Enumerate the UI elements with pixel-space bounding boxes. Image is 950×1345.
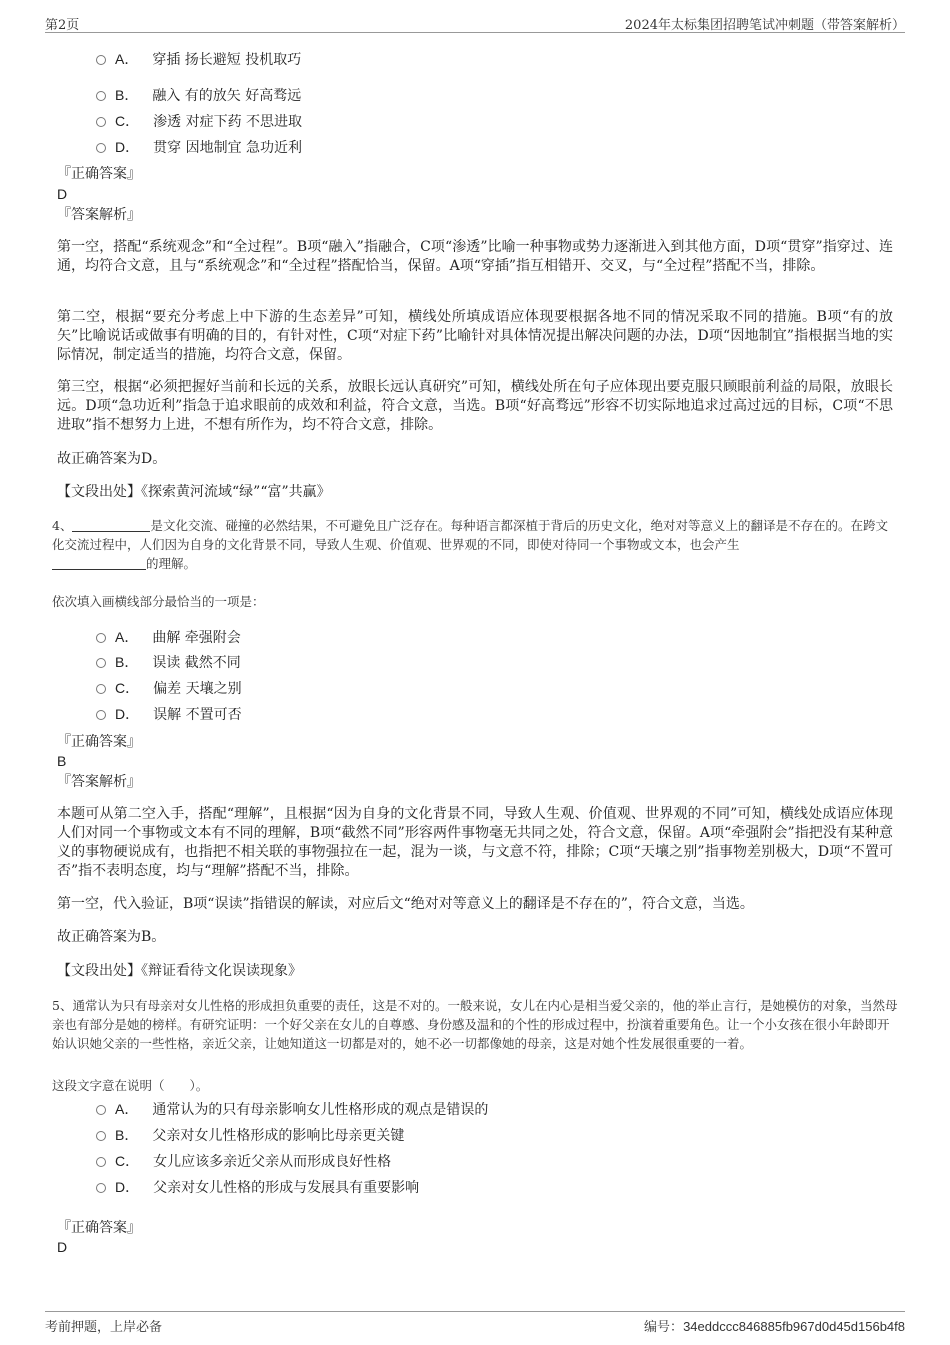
q5-answer-label: 『正确答案』 (57, 1220, 141, 1236)
radio-icon[interactable] (96, 91, 106, 101)
page-number: 第2页 (45, 18, 80, 33)
q4-option-c[interactable]: C． 偏差 天壤之别 (96, 678, 242, 698)
document-code: 编号：34eddccc846885fb967d0d45d156b4f8 (644, 1319, 905, 1335)
q4-analysis-label: 『答案解析』 (57, 774, 141, 790)
radio-icon[interactable] (96, 1131, 106, 1141)
q5-stem: 5、通常认为只有母亲对女儿性格的形成担负重要的责任，这是不对的。一般来说，女儿在内心是相当爱父亲的，他的举止言行，是她模仿的对象，当然母亲也有部分是她的榜样。有研究证明：一个好父亲在女儿的自尊感、身份感及温和的个性的形成过程中，扮演着重要角色。让一个小女孩在很小年龄即开始认识她父亲的一些性格，亲近父亲，让她知道这一切都是对的，她不必一切都像她的母亲，这是对她个性发展很重要的一着。 (52, 998, 898, 1051)
fill-blank-2[interactable] (52, 557, 146, 570)
q4-option-a[interactable]: A． 曲解 牵强附会 (96, 627, 241, 647)
q5-option-d[interactable]: D． 父亲对女儿性格的形成与发展具有重要影响 (96, 1177, 419, 1197)
page-header (45, 12, 905, 33)
q3-answer: D (57, 186, 68, 202)
radio-icon[interactable] (96, 117, 106, 127)
q5-answer: D (57, 1239, 68, 1255)
radio-icon[interactable] (96, 1105, 106, 1115)
q3-answer-label: 『正确答案』 (57, 166, 141, 182)
q4-option-b[interactable]: B． 误读 截然不同 (96, 652, 241, 672)
radio-icon[interactable] (96, 1157, 106, 1167)
q3-option-b[interactable]: B． 融入 有的放矢 好高骛远 (96, 85, 301, 105)
q4-stem: 4、 是文化交流、碰撞的必然结果，不可避免且广泛存在。每种语言都深植于背后的历史文化，绝对对等意义上的翻译是不存在的。在跨文化交流过程中，人们因为自身的文化背景不同，导致人生观、价值观、世界观的不同，即使对待同一个事物或文本，也会产生 的理解。 (52, 518, 888, 571)
q5-option-a[interactable]: A． 通常认为的只有母亲影响女儿性格形成的观点是错误的 (96, 1099, 488, 1119)
radio-icon[interactable] (96, 1183, 106, 1193)
q3-option-d[interactable]: D． 贯穿 因地制宜 急功近利 (96, 137, 302, 157)
footer-slogan: 考前押题，上岸必备 (45, 1320, 163, 1335)
q5-prompt: 这段文字意在说明（ ）。 (52, 1078, 209, 1093)
radio-icon[interactable] (96, 633, 106, 643)
fill-blank-1[interactable] (72, 519, 150, 532)
radio-icon[interactable] (96, 684, 106, 694)
q4-source: 【文段出处】《辩证看待文化误读现象》 (57, 963, 302, 979)
q4-analysis-paragraph-2: 第一空，代入验证，B项“误读”指错误的解读，对应后文“绝对对等意义上的翻译是不存在的”，符合文意，当选。 (57, 896, 754, 912)
q3-conclusion: 故正确答案为D。 (57, 451, 167, 467)
q3-option-a[interactable]: A． 穿插 扬长避短 投机取巧 (96, 49, 301, 69)
q4-answer: B (57, 753, 67, 769)
q4-conclusion: 故正确答案为B。 (57, 929, 166, 945)
q3-analysis-label: 『答案解析』 (57, 207, 141, 223)
page-footer (45, 1311, 905, 1336)
q3-analysis-paragraph-1: 第一空，搭配“系统观念”和“全过程”。B项“融入”指融合，C项“渗透”比喻一种事物或势力逐渐进入到其他方面，D项“贯穿”指穿过、连通，均符合文意，且与“系统观念”和“全过程”搭配恰当，保留。A项“穿插”指互相错开、交叉，与“全过程”搭配不当，排除。 (57, 239, 893, 274)
radio-icon[interactable] (96, 658, 106, 668)
q5-option-b[interactable]: B． 父亲对女儿性格形成的影响比母亲更关键 (96, 1125, 404, 1145)
q4-prompt: 依次填入画横线部分最恰当的一项是： (52, 594, 265, 609)
q4-option-d[interactable]: D． 误解 不置可否 (96, 704, 242, 724)
radio-icon[interactable] (96, 55, 106, 65)
q3-analysis-paragraph-2: 第二空，根据“要充分考虑上中下游的生态差异”可知，横线处所填成语应体现要根据各地不同的情况采取不同的措施。B项“有的放矢”比喻说话或做事有明确的目的，有针对性，C项“对症下药”比喻针对具体情况提出解决问题的办法，D项“因地制宜”指根据当地的实际情况，制定适当的措施，均符合文意，保留。 (57, 309, 893, 363)
radio-icon[interactable] (96, 143, 106, 153)
radio-icon[interactable] (96, 710, 106, 720)
q4-analysis-paragraph-1: 本题可从第二空入手，搭配“理解”，且根据“因为自身的文化背景不同，导致人生观、价值观、世界观的不同”可知，横线处成语应体现人们对同一个事物或文本有不同的理解，B项“截然不同”形容两件事物毫无共同之处，符合文意，保留。A项“牵强附会”指把没有某种意义的事物硬说成有，也指把不相关联的事物强拉在一起，混为一谈，与文意不符，排除；C项“天壤之别”指事物差别极大，D项“不置可否”指不表明态度，均与“理解”搭配不当，排除。 (57, 806, 893, 879)
q4-answer-label: 『正确答案』 (57, 734, 141, 750)
q5-option-c[interactable]: C． 女儿应该多亲近父亲从而形成良好性格 (96, 1151, 391, 1171)
q3-source: 【文段出处】《探索黄河流域“绿”“富”共赢》 (57, 484, 331, 500)
q3-option-c[interactable]: C． 渗透 对症下药 不思进取 (96, 111, 302, 131)
document-title: 2024年太标集团招聘笔试冲刺题（带答案解析） (624, 18, 905, 33)
q3-analysis-paragraph-3: 第三空，根据“必须把握好当前和长远的关系，放眼长远认真研究”可知，横线处所在句子应体现出要克服只顾眼前利益的局限，放眼长远。D项“急功近利”指急于追求眼前的成效和利益，符合文意，当选。B项“好高骛远”形容不切实际地追求过高过远的目标，C项“不思进取”指不想努力上进，不想有所作为，均不符合文意，排除。 (57, 379, 893, 433)
